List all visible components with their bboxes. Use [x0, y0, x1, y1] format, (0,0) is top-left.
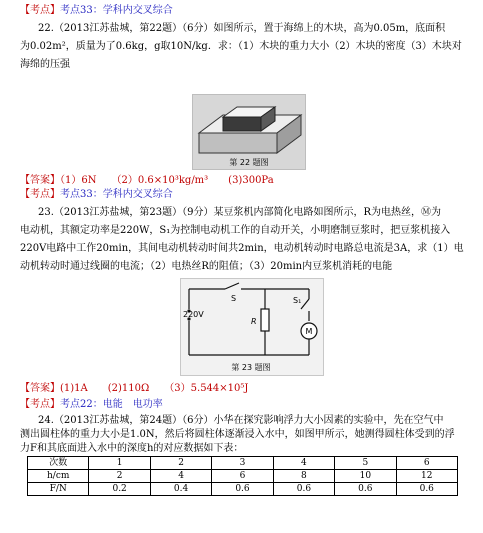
table-cell: 5	[335, 457, 396, 470]
circuit-diagram	[181, 279, 323, 375]
answer-bracket: 【答案】	[20, 383, 60, 394]
table-cell: 10	[335, 470, 396, 483]
q22-answer	[20, 174, 274, 188]
figure-22-caption: 第 22 题图	[229, 158, 269, 167]
q22-line-2	[20, 40, 462, 54]
q24-line-1-text: 24.（2013江苏盐城，第24题）（6分）小华在探究影响浮力大小因素的实验中，先在空气中	[38, 415, 444, 426]
table-cell: 0.2	[89, 483, 150, 496]
table-row	[28, 457, 458, 470]
q23-answer	[20, 382, 248, 396]
table-cell: 6	[396, 457, 457, 470]
label-switch-s: S	[231, 294, 237, 303]
table-cell: 0.6	[335, 483, 396, 496]
q23-line-2-text: 电动机，其额定功率是220W，S₁为控制电动机工作的自动开关，小明磨制豆浆时，把豆浆机接入	[20, 225, 451, 236]
table-cell: h/cm	[28, 470, 89, 483]
table-cell: 12	[396, 470, 457, 483]
table-cell: 0.4	[150, 483, 211, 496]
table-cell: 2	[150, 457, 211, 470]
kp-text: 考点33：学科内交叉综合	[60, 5, 173, 16]
label-motor-m: M	[305, 327, 313, 336]
table-cell: 8	[273, 470, 334, 483]
table-cell: 4	[150, 470, 211, 483]
q24-line-2-text: 测出圆柱体的重力大小是1.0N，然后将圆柱体逐渐浸入水中，如图甲所示，她测得圆柱体受到的浮	[20, 429, 455, 440]
figure-23-caption: 第 23 题图	[231, 363, 271, 372]
q22-line-1-text: 22.（2013江苏盐城，第22题）（6分）如图所示，置于海绵上的木块，高为0.05m，底面积	[38, 23, 446, 34]
kp-line-1	[20, 4, 173, 18]
q23-line-1-text: 23.（2013江苏盐城，第23题）（9分）某豆浆机内部简化电路如图所示，R为电热丝，Ⓜ为	[38, 207, 441, 218]
q24-line-1	[38, 414, 443, 428]
data-table	[27, 456, 458, 496]
q23-line-1	[38, 206, 441, 220]
table-cell: 3	[212, 457, 273, 470]
kp-bracket: 【考点】	[20, 5, 60, 16]
q22-line-1	[38, 22, 445, 36]
sponge-block-illustration	[193, 95, 305, 169]
label-resistor-r: R	[251, 317, 257, 326]
kp-bracket: 【考点】	[20, 399, 60, 410]
q24-line-2	[20, 428, 455, 442]
kp-text: 考点22：电能 电功率	[60, 399, 163, 410]
kp-text: 考点33：学科内交叉综合	[60, 189, 173, 200]
answer-text: (1)1A (2)110Ω （3）5.544×10⁵J	[60, 383, 249, 394]
table-cell: 6	[212, 470, 273, 483]
q22-line-2-text: 为0.02m²，质量为了0.6kg，g取10N/kg．求：（1）木块的重力大小（2）木块的密度（3）木块对	[20, 41, 462, 52]
q23-line-2	[20, 224, 450, 238]
figure-23-circuit	[180, 278, 324, 376]
q22-line-3-text: 海绵的压强	[20, 59, 70, 70]
figure-22	[192, 94, 306, 170]
table-cell: 次数	[28, 457, 89, 470]
table-cell: 0.6	[212, 483, 273, 496]
kp-bracket: 【考点】	[20, 189, 60, 200]
label-voltage: 220V	[183, 310, 204, 319]
table-cell: 0.6	[396, 483, 457, 496]
table-cell: 2	[89, 470, 150, 483]
q22-line-3	[20, 58, 70, 72]
label-switch-s1: S₁	[293, 296, 302, 305]
q23-line-3-text: 220V电路中工作20min，其间电动机转动时间共2min，电动机转动时电路总电流是3A，求（1）电	[20, 243, 464, 254]
table-row	[28, 470, 458, 483]
answer-text: （1）6N （2）0.6×10³kg/m³ (3)300Pa	[60, 175, 274, 186]
table-row	[28, 483, 458, 496]
q23-line-3	[20, 242, 464, 256]
q23-line-4	[20, 260, 392, 274]
table-cell: F/N	[28, 483, 89, 496]
q24-line-3	[20, 442, 243, 456]
kp-line-2	[20, 188, 173, 202]
q24-line-3-text: 力F和其底面进入水中的深度h的对应数据如下表：	[20, 443, 244, 454]
answer-bracket: 【答案】	[20, 175, 60, 186]
table-cell: 1	[89, 457, 150, 470]
q23-line-4-text: 动机转动时通过线圈的电流；（2）电热丝R的阻值；（3）20min内豆浆机消耗的电能	[20, 261, 393, 272]
table-cell: 4	[273, 457, 334, 470]
kp-line-3	[20, 398, 163, 412]
table-cell: 0.6	[273, 483, 334, 496]
